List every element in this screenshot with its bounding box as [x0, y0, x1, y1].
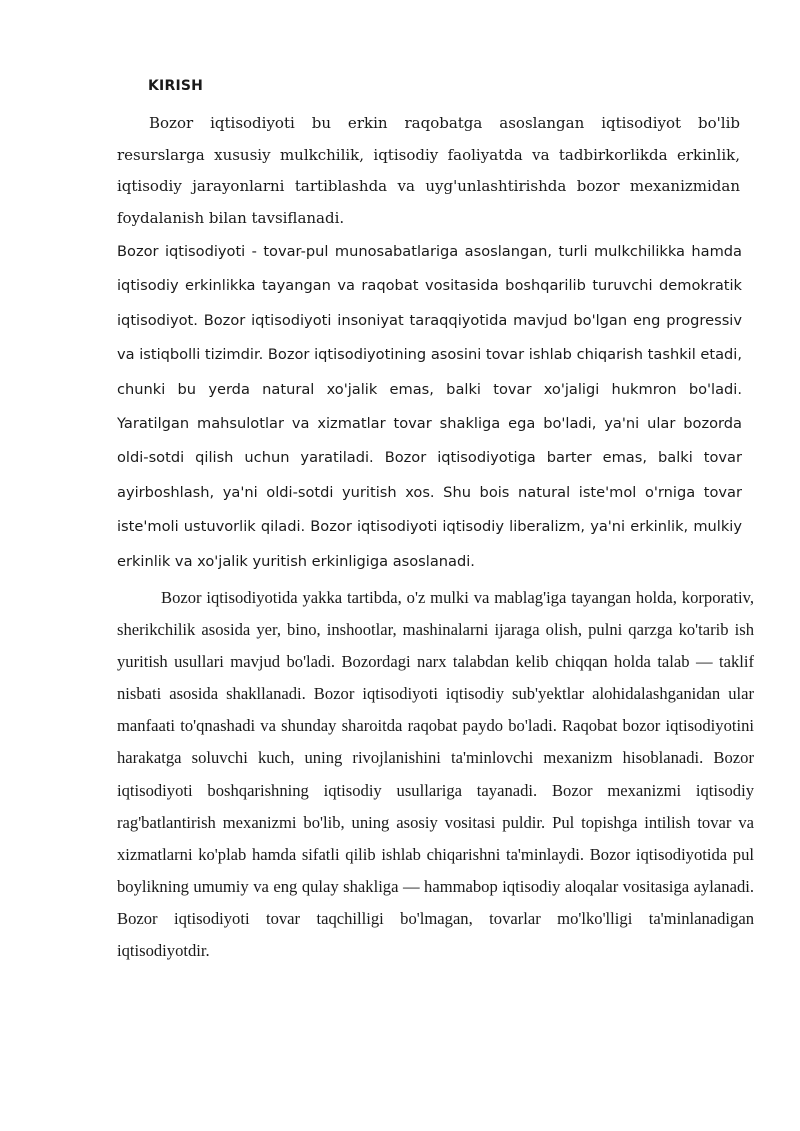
section-heading: KIRISH	[148, 78, 204, 94]
intro-paragraph: Bozor iqtisodiyoti bu erkin raqobatga asoslangan iqtisodiyot bo'lib resurslarga xususiy mulkchilik, iqtisodiy faoliyatda va tadbirkorlikda erkinlik, iqtisodiy jarayonlarni tartiblashda va uyg'unlashtirishda bozor mexanizmidan foydalanish bilan tavsiflanadi.	[117, 114, 740, 227]
body-paragraph: Bozor iqtisodiyotida yakka tartibda, o'z mulki va mablag'iga tayangan holda, korporativ, sherikchilik asosida yer, bino, inshootlar, mashinalarni ijaraga olish, pulni qarzga ko'tarib ish yuritish usullari mavjud bo'ladi. Bozordagi narx talabdan kelib chiqqan holda talab — taklif nisbati asosida shakllanadi. Bozor iqtisodiyoti iqtisodiy sub'yektlar alohidalashganidan ular manfaati to'qnashadi va shunday sharoitda raqobat paydo bo'ladi. Raqobat bozor iqtisodiyotini harakatga soluvchi kuch, uning rivojlanishini ta'minlovchi mexanizm hisoblanadi. Bozor iqtisodiyoti boshqarishning iqtisodiy usullariga tayanadi. Bozor mexanizmi iqtisodiy rag'batlantirish mexanizmi bo'lib, uning asosiy vositasi puldir. Pul topishga intilish tovar va xizmatlarni ko'plab hamda sifatli qilib ishlab chiqarishni ta'minlaydi. Bozor iqtisodiyotida pul boylikning umumiy va eng qulay shakliga — hammabop iqtisodiy aloqalar vositasiga aylanadi. Bozor iqtisodiyoti tovar taqchilligi bo'lmagan, tovarlar mo'lko'lligi ta'minlanadigan iqtisodiyotdir.	[117, 588, 754, 961]
definition-paragraph: Bozor iqtisodiyoti - tovar-pul munosabatlariga asoslangan, turli mulkchilikka hamda iqtisodiy erkinlikka tayangan va raqobat vositasida boshqarilib turuvchi demokratik iqtisodiyot. Bozor iqtisodiyoti insoniyat taraqqiyotida mavjud bo'lgan eng progressiv va istiqbolli tizimdir. Bozor iqtisodiyotining asosini tovar ishlab chiqarish tashkil etadi, chunki bu yerda natural xo'jalik emas, balki tovar xo'jaligi hukmron bo'ladi. Yaratilgan mahsulotlar va xizmatlar tovar shakliga ega bo'ladi, ya'ni ular bozorda oldi-sotdi qilish uchun yaratiladi. Bozor iqtisodiyotiga barter emas, balki tovar ayirboshlash, ya'ni oldi-sotdi yuritish xos. Shu bois natural iste'mol o'rniga tovar iste'moli ustuvorlik qiladi. Bozor iqtisodiyoti iqtisodiy liberalizm, ya'ni erkinlik, mulkiy erkinlik va xo'jalik yuritish erkinligiga asoslanadi.	[117, 243, 742, 570]
